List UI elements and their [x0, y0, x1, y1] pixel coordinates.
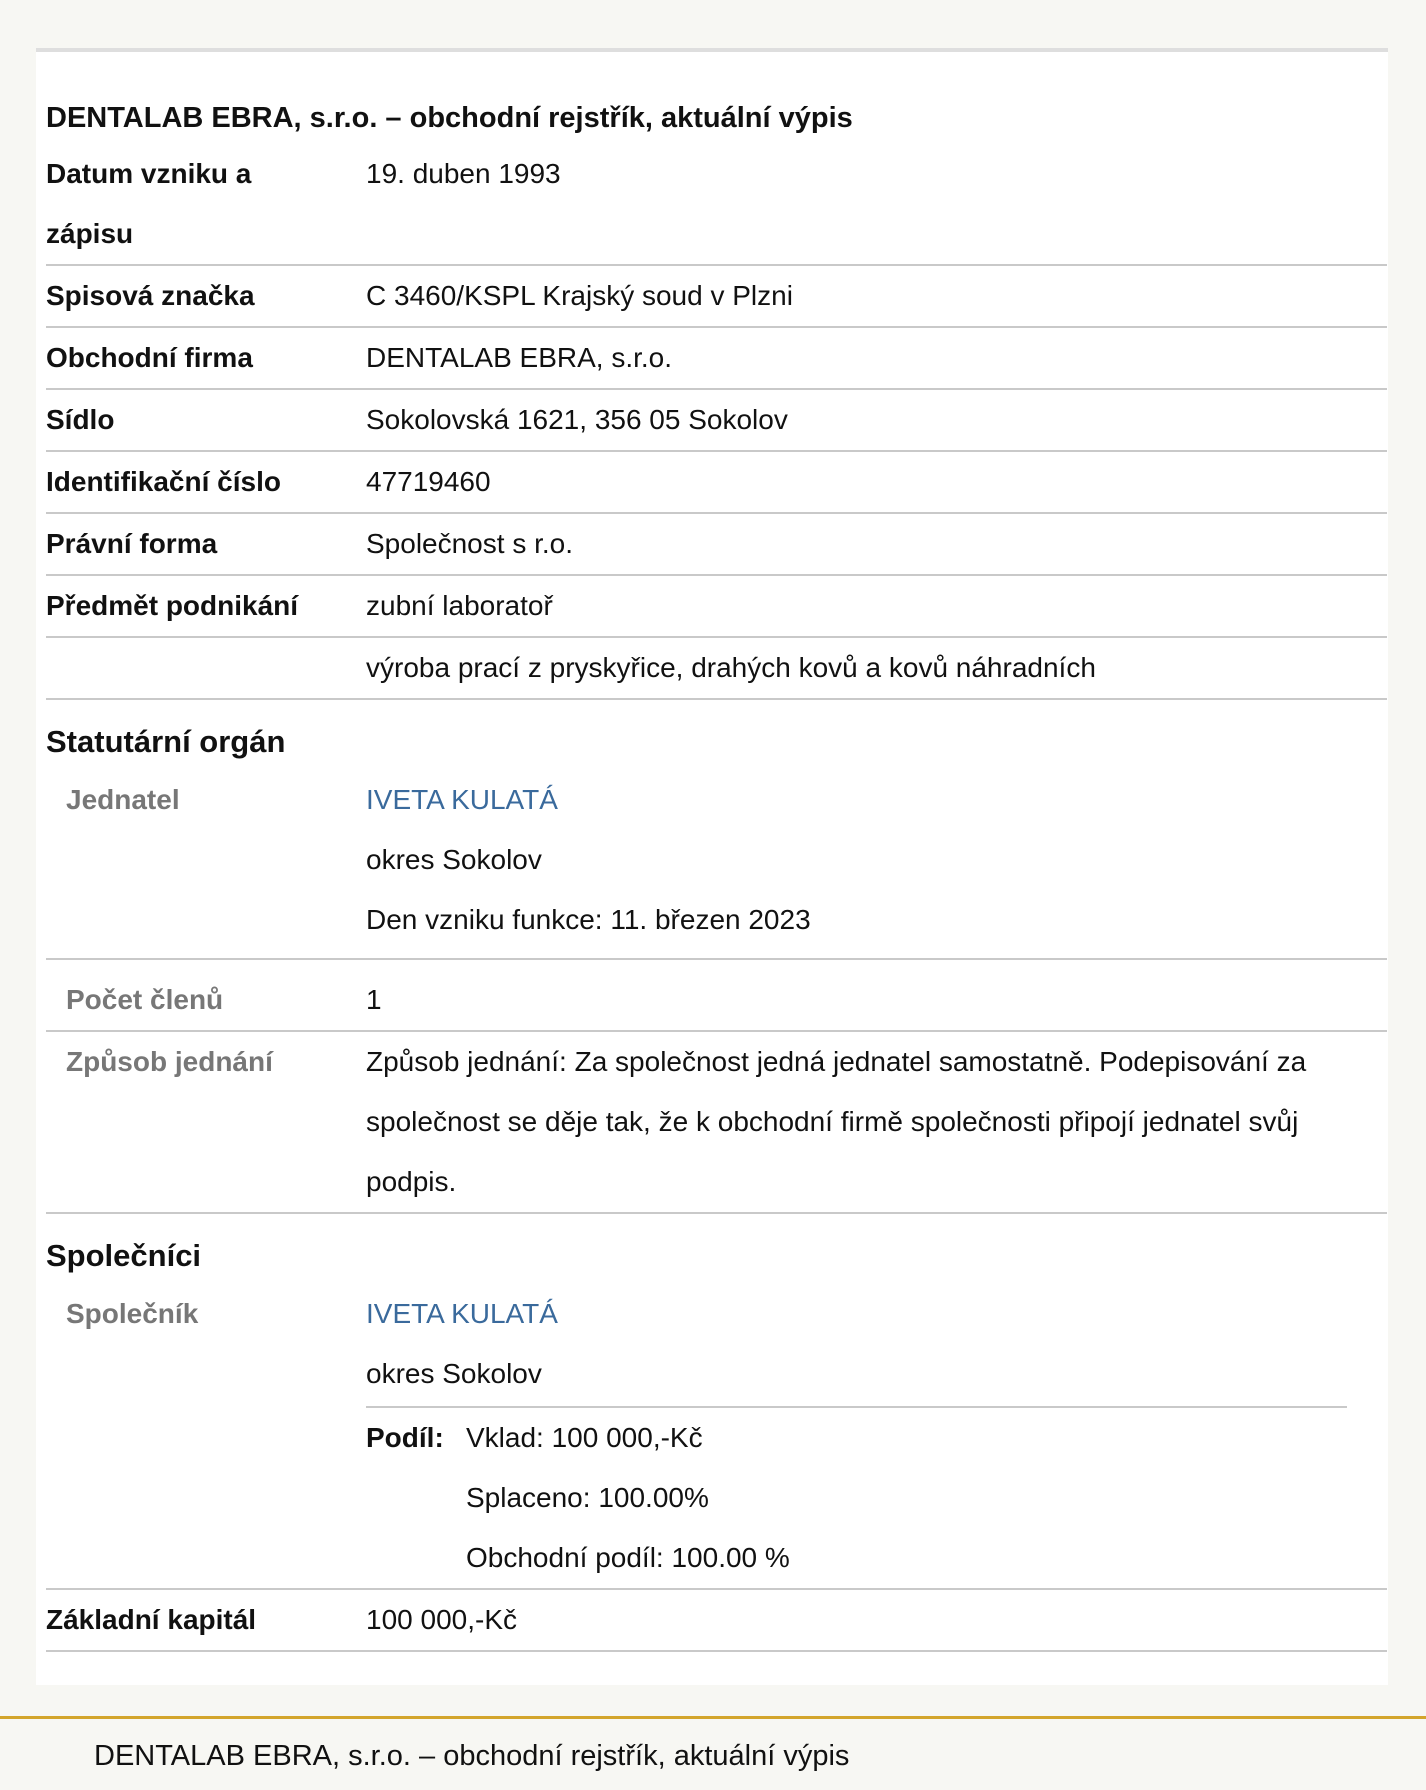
row-spolecnik	[46, 1284, 1387, 1590]
row-value: C 3460/KSPL Krajský soud v Plzni	[366, 280, 793, 311]
row-spisova-znacka	[46, 266, 1387, 328]
row-zpusob-jednani	[46, 1032, 1387, 1214]
row-pravni-forma	[46, 514, 1387, 576]
row-predmet-podnikani	[46, 576, 1387, 638]
spolecnik-details	[366, 1284, 1387, 1588]
row-label: Identifikační číslo	[46, 466, 281, 497]
row-pocet-clenu	[46, 960, 1387, 1032]
row-label: Způsob jednání	[66, 1046, 273, 1077]
row-obchodni-firma	[46, 328, 1387, 390]
spolecnik-name-link[interactable]: IVETA KULATÁ	[366, 1298, 558, 1329]
page-title: DENTALAB EBRA, s.r.o. – obchodní rejstřík, aktuální výpis	[46, 102, 853, 134]
row-predmet-podnikani-2	[46, 638, 1387, 700]
podil-label: Podíl:	[366, 1422, 444, 1453]
row-label: Právní forma	[46, 528, 218, 559]
jednatel-den-vzniku: Den vzniku funkce: 11. březen 2023	[366, 904, 811, 935]
row-sidlo	[46, 390, 1387, 452]
row-value: 47719460	[366, 466, 491, 497]
obchodni-podil-value: Obchodní podíl: 100.00 %	[466, 1542, 790, 1573]
row-label: Jednatel	[66, 784, 180, 815]
row-value: DENTALAB EBRA, s.r.o.	[366, 342, 673, 373]
row-label: Předmět podnikání	[46, 590, 299, 621]
row-datum-vzniku	[46, 144, 1387, 266]
section-spolecnici: Společníci	[46, 1238, 202, 1273]
row-label: Obchodní firma	[46, 342, 253, 373]
row-value: 19. duben 1993	[366, 158, 561, 189]
footer-title: DENTALAB EBRA, s.r.o. – obchodní rejstřík, aktuální výpis	[94, 1740, 850, 1772]
row-value: zubní laboratoř	[366, 590, 553, 621]
row-label-empty	[46, 638, 366, 698]
jednatel-okres: okres Sokolov	[366, 844, 542, 875]
register-extract	[46, 52, 1387, 1652]
jednatel-details	[366, 770, 1387, 950]
podil-block	[366, 1408, 1377, 1588]
row-label: Společník	[66, 1298, 199, 1329]
row-zakladni-kapital	[46, 1590, 1387, 1652]
row-label: Základní kapitál	[46, 1604, 257, 1635]
splaceno-value: Splaceno: 100.00%	[466, 1482, 709, 1513]
row-label: Počet členů	[66, 984, 224, 1015]
row-identifikacni-cislo	[46, 452, 1387, 514]
row-label: Sídlo	[46, 404, 115, 435]
row-value: 1	[366, 984, 382, 1015]
row-value: Společnost s r.o.	[366, 528, 574, 559]
vklad-value: Vklad: 100 000,-Kč	[466, 1422, 703, 1453]
row-label: Datum vzniku a zápisu	[46, 158, 252, 249]
row-jednatel	[46, 770, 1387, 960]
row-value: výroba prací z pryskyřice, drahých kovů a kovů náhradních	[366, 652, 1096, 683]
podil-values	[466, 1408, 790, 1588]
section-statutarni-organ: Statutární orgán	[46, 724, 286, 759]
row-label: Spisová značka	[46, 280, 255, 311]
row-value: Způsob jednání: Za společnost jedná jednatel samostatně. Podepisování za společnost se děje tak, že k obchodní firmě společnosti připojí jednatel svůj podpis.	[366, 1046, 1307, 1197]
jednatel-name-link[interactable]: IVETA KULATÁ	[366, 784, 558, 815]
spolecnik-okres: okres Sokolov	[366, 1358, 542, 1389]
footer-divider	[0, 1716, 1426, 1719]
row-value: 100 000,-Kč	[366, 1604, 517, 1635]
row-value: Sokolovská 1621, 356 05 Sokolov	[366, 404, 788, 435]
